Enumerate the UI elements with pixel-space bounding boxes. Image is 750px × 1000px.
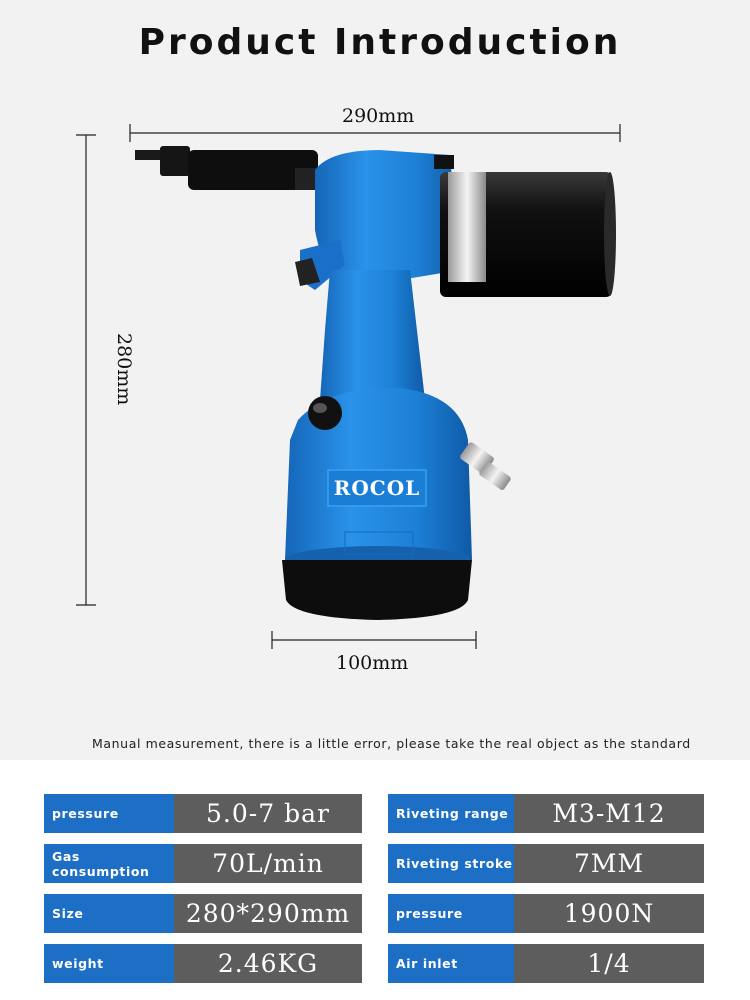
spec-label: Riveting range <box>388 794 514 833</box>
spec-value: 5.0-7 bar <box>174 794 362 833</box>
height-dimension-label: 280mm <box>113 333 135 406</box>
spec-label: Gas consumption <box>44 844 174 883</box>
brand-logo: ROCOL <box>333 476 421 500</box>
spec-pressure-force <box>388 894 704 933</box>
spec-pressure <box>44 794 362 833</box>
spec-value: 280*290mm <box>174 894 362 933</box>
spec-label: Riveting stroke <box>388 844 514 883</box>
spec-riveting-range <box>388 794 704 833</box>
spec-value: 2.46KG <box>174 944 362 983</box>
spec-value: 70L/min <box>174 844 362 883</box>
spec-gas-consumption <box>44 844 362 883</box>
spec-label: Air inlet <box>388 944 514 983</box>
spec-value: 1/4 <box>514 944 704 983</box>
spec-riveting-stroke <box>388 844 704 883</box>
spec-label: weight <box>44 944 174 983</box>
spec-value: M3-M12 <box>514 794 704 833</box>
spec-weight <box>44 944 362 983</box>
spec-value: 7MM <box>514 844 704 883</box>
measurement-note: Manual measurement, there is a little error, please take the real object as the standard <box>92 736 691 751</box>
width-dimension-label: 290mm <box>342 105 415 127</box>
spec-label: Size <box>44 894 174 933</box>
base-dimension-label: 100mm <box>336 652 409 674</box>
spec-value: 1900N <box>514 894 704 933</box>
spec-air-inlet <box>388 944 704 983</box>
spec-label: pressure <box>388 894 514 933</box>
spec-label: pressure <box>44 794 174 833</box>
page-title: Product Introduction <box>138 22 622 63</box>
spec-size <box>44 894 362 933</box>
